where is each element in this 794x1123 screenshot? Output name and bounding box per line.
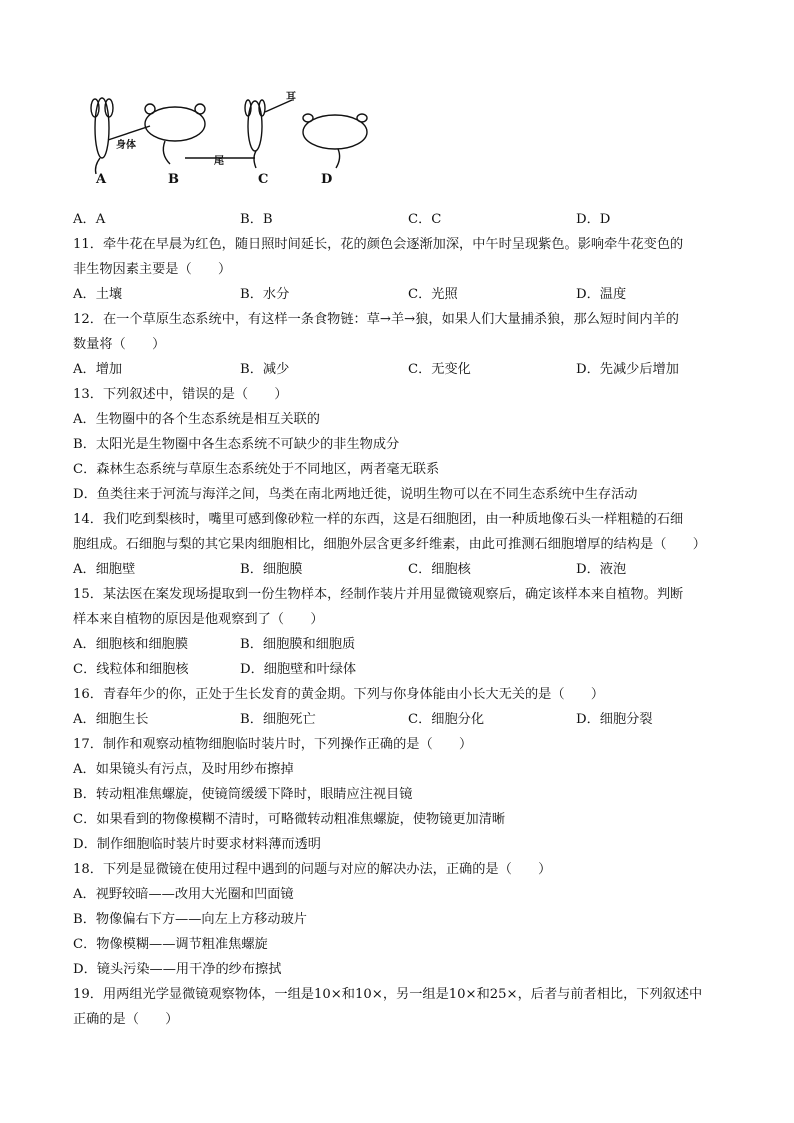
shape-a bbox=[91, 98, 113, 174]
q11-option-a: A．土壤 bbox=[73, 287, 123, 302]
q15-stem-line1: 15．某法医在案发现场提取到一份生物样本，经制作装片并用显微镜观察后，确定该样本来自植物。判断 bbox=[73, 587, 684, 602]
q10-option-a: A．A bbox=[73, 212, 106, 227]
q12-stem-line1: 12．在一个草原生态系统中，有这样一条食物链：草→羊→狼，如果人们大量捕杀狼，那么短时间内羊的 bbox=[73, 312, 679, 327]
q14-stem-line2: 胞组成。石细胞与梨的其它果肉细胞相比，细胞外层含更多纤维素，由此可推测石细胞增厚的结构是（ ） bbox=[73, 537, 706, 552]
q17-option-a: A．如果镜头有污点，及时用纱布擦掉 bbox=[73, 762, 294, 777]
q11-option-c: C．光照 bbox=[408, 287, 458, 302]
cell-shapes-diagram bbox=[80, 88, 380, 188]
q16-option-a: A．细胞生长 bbox=[73, 712, 149, 727]
q13-option-b: B．太阳光是生物圈中各生态系统不可缺少的非生物成分 bbox=[73, 437, 400, 452]
q11-option-d: D．温度 bbox=[576, 287, 627, 302]
label-a: A bbox=[96, 172, 107, 187]
label-tail: 尾 bbox=[214, 156, 224, 167]
q15-option-b: B．细胞膜和细胞质 bbox=[240, 637, 356, 652]
q16-option-c: C．细胞分化 bbox=[408, 712, 485, 727]
q14-option-d: D．液泡 bbox=[576, 562, 627, 577]
q14-option-a: A．细胞壁 bbox=[73, 562, 136, 577]
q12-option-d: D．先减少后增加 bbox=[576, 362, 679, 377]
q11-stem-line2: 非生物因素主要是（ ） bbox=[73, 262, 232, 277]
q12-option-a: A．增加 bbox=[73, 362, 123, 377]
shape-d bbox=[303, 114, 367, 168]
q18-option-c: C．物像模糊——调节粗准焦螺旋 bbox=[73, 937, 268, 952]
q12-stem-line2: 数量将（ ） bbox=[73, 337, 166, 352]
q15-stem-line2: 样本来自植物的原因是他观察到了（ ） bbox=[73, 612, 324, 627]
q13-option-c: C．森林生态系统与草原生态系统处于不同地区，两者毫无联系 bbox=[73, 462, 440, 477]
q10-option-d: D．D bbox=[576, 212, 611, 227]
q13-option-a: A．生物圈中的各个生态系统是相互关联的 bbox=[73, 412, 320, 427]
q12-option-c: C．无变化 bbox=[408, 362, 471, 377]
label-body: 身体 bbox=[116, 140, 136, 151]
q19-stem-line2: 正确的是（ ） bbox=[73, 1012, 179, 1027]
label-b: B bbox=[168, 172, 179, 187]
q18-option-b: B．物像偏右下方——向左上方移动玻片 bbox=[73, 912, 307, 927]
q14-stem-line1: 14．我们吃到梨核时，嘴里可感到像砂粒一样的东西，这是石细胞团，由一种质地像石头一样粗糙的石细 bbox=[73, 512, 684, 527]
q14-option-b: B．细胞膜 bbox=[240, 562, 303, 577]
q16-option-d: D．细胞分裂 bbox=[576, 712, 653, 727]
q18-option-d: D．镜头污染——用干净的纱布擦拭 bbox=[73, 962, 282, 977]
q13-stem: 13．下列叙述中，错误的是（ ） bbox=[73, 387, 288, 402]
q14-option-c: C．细胞核 bbox=[408, 562, 471, 577]
label-c: C bbox=[258, 172, 269, 187]
q17-option-d: D．制作细胞临时装片时要求材料薄而透明 bbox=[73, 837, 321, 852]
q15-option-d: D．细胞壁和叶绿体 bbox=[240, 662, 357, 677]
q18-option-a: A．视野较暗——改用大光圈和凹面镜 bbox=[73, 887, 294, 902]
question-10-figure bbox=[80, 88, 380, 188]
label-ear: 耳 bbox=[286, 92, 296, 103]
q19-stem-line1: 19．用两组光学显微镜观察物体，一组是10×和10×，另一组是10×和25×，后者与前者相比，下列叙述中 bbox=[73, 987, 703, 1002]
q15-option-c: C．线粒体和细胞核 bbox=[73, 662, 189, 677]
label-d: D bbox=[321, 172, 333, 187]
pointer-line-body bbox=[108, 126, 150, 140]
q10-option-b: B．B bbox=[240, 212, 273, 227]
q13-option-d: D．鱼类往来于河流与海洋之间，鸟类在南北两地迁徙，说明生物可以在不同生态系统中生存活动 bbox=[73, 487, 638, 502]
q10-option-c: C．C bbox=[408, 212, 442, 227]
shape-b bbox=[145, 104, 205, 164]
q17-option-c: C．如果看到的物像模糊不清时，可略微转动粗准焦螺旋，使物镜更加清晰 bbox=[73, 812, 506, 827]
q17-stem: 17．制作和观察动植物细胞临时装片时，下列操作正确的是（ ） bbox=[73, 737, 473, 752]
q12-option-b: B．减少 bbox=[240, 362, 290, 377]
q16-option-b: B．细胞死亡 bbox=[240, 712, 316, 727]
q17-option-b: B．转动粗准焦螺旋，使镜筒缓缓下降时，眼睛应注视目镜 bbox=[73, 787, 413, 802]
q11-stem-line1: 11．牵牛花在早晨为红色，随日照时间延长，花的颜色会逐渐加深，中午时呈现紫色。影响牵牛花变色的 bbox=[73, 237, 684, 252]
q18-stem: 18．下列是显微镜在使用过程中遇到的问题与对应的解决办法，正确的是（ ） bbox=[73, 862, 552, 877]
q15-option-a: A．细胞核和细胞膜 bbox=[73, 637, 189, 652]
q16-stem: 16．青春年少的你，正处于生长发育的黄金期。下列与你身体能由小长大无关的是（ ） bbox=[73, 687, 605, 702]
q11-option-b: B．水分 bbox=[240, 287, 290, 302]
